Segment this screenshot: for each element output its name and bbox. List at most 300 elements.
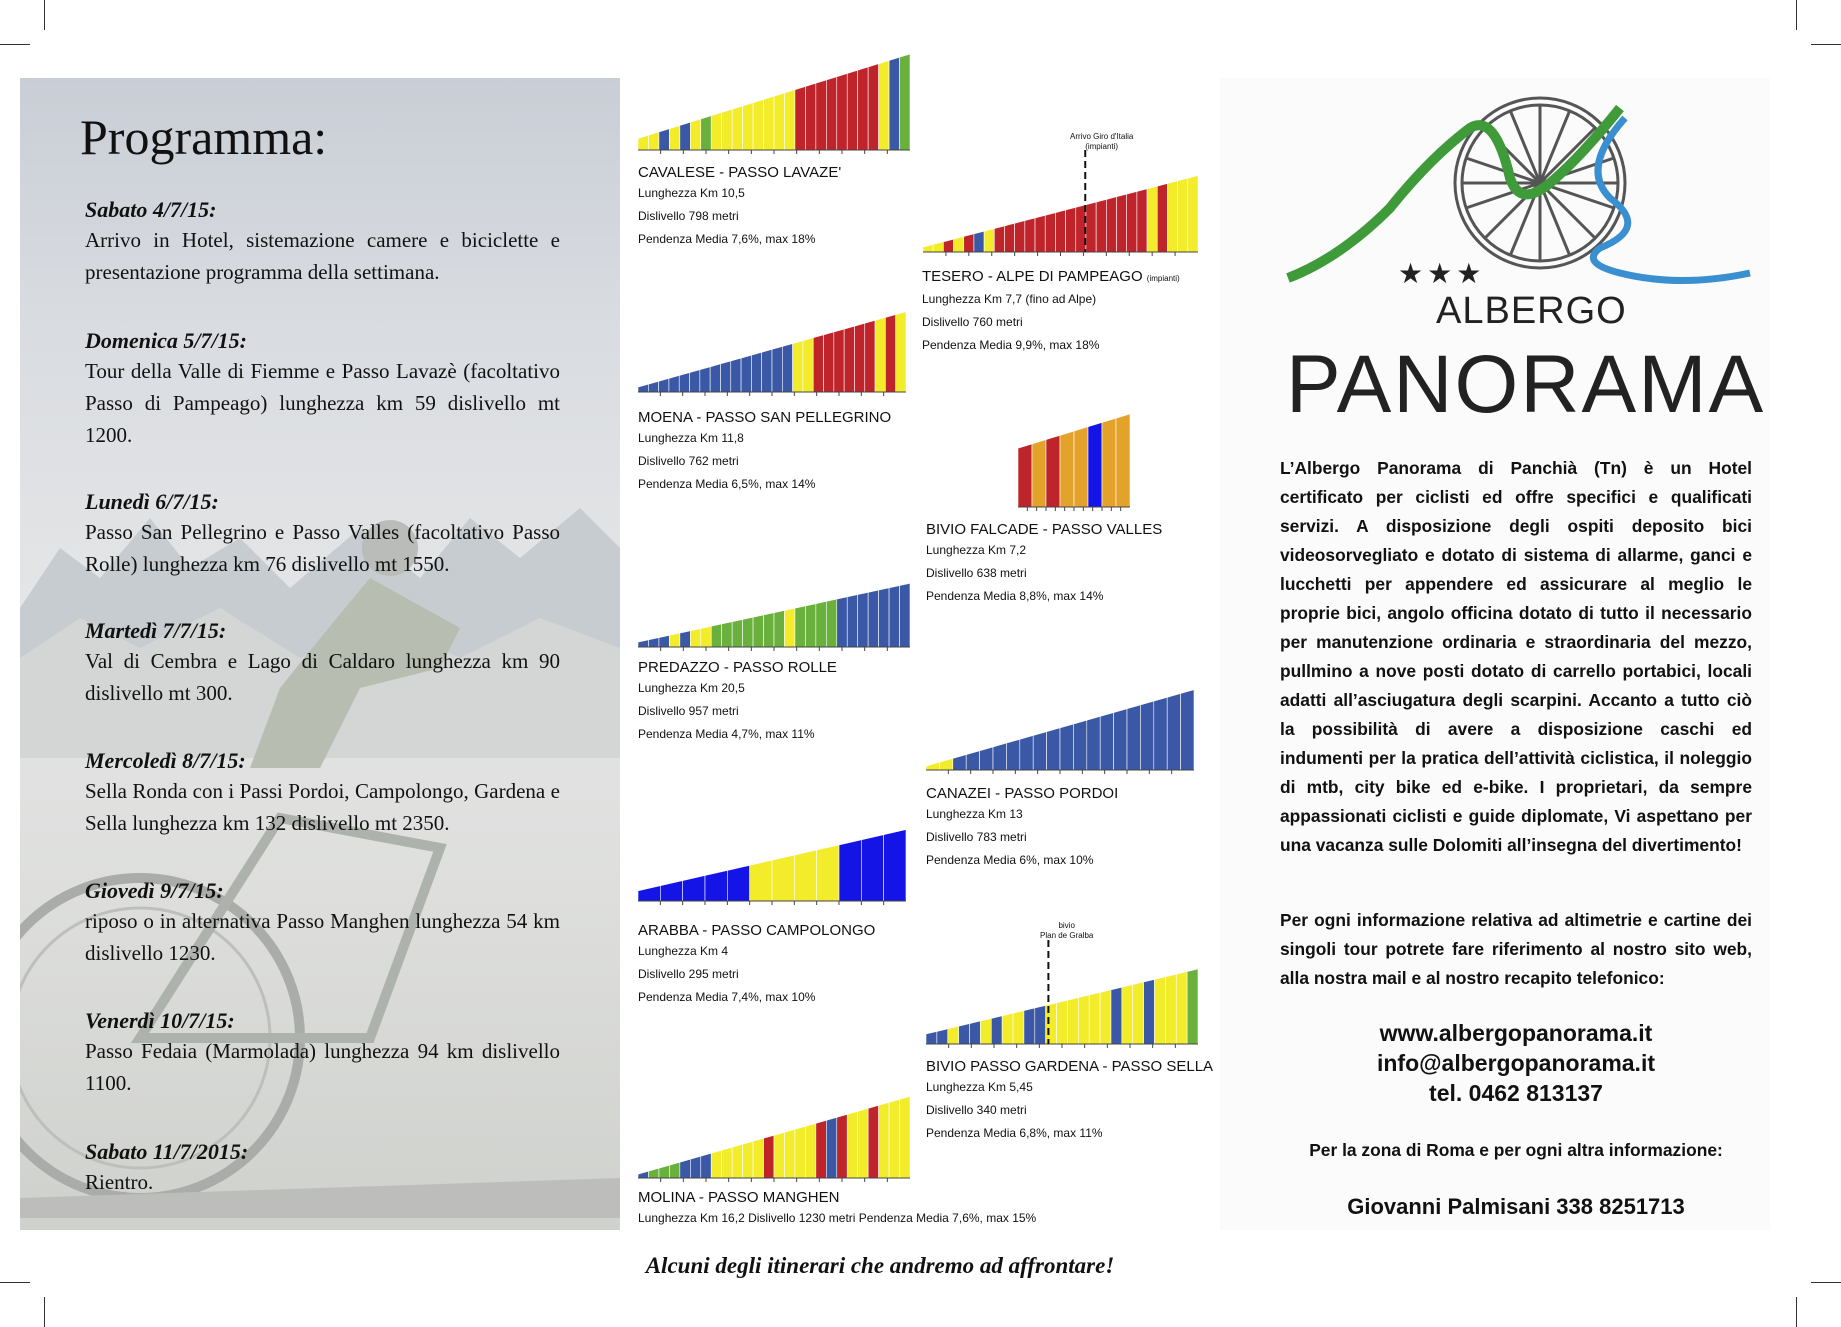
profile-segment <box>711 112 721 150</box>
day-date: Sabato 4/7/15: <box>85 197 217 222</box>
hotel-email[interactable]: info@albergopanorama.it <box>1376 1050 1655 1076</box>
profile-segment <box>959 1024 970 1044</box>
profile-segment <box>638 886 660 901</box>
profile-segment <box>1046 435 1060 507</box>
profile-segment <box>1181 690 1194 770</box>
profile-segment <box>885 315 895 392</box>
profile-segment <box>774 93 784 150</box>
profile-segment <box>659 1165 669 1178</box>
program-day <box>85 877 560 969</box>
profile-name: CANAZEI - PASSO PORDOI <box>926 785 1119 802</box>
profile-segment <box>1167 693 1180 770</box>
profile-slope: Pendenza Media 6,8%, max 11% <box>926 1126 1103 1140</box>
profile-segment <box>1176 972 1187 1044</box>
profile-segment <box>939 758 952 770</box>
profile-segment <box>991 1016 1002 1044</box>
profile-segment <box>1006 739 1019 770</box>
profile-marker <box>1040 921 1093 941</box>
profile-segment <box>980 1018 991 1044</box>
profile-segment <box>1100 713 1113 770</box>
profile-chart <box>638 795 906 907</box>
profile-segment <box>648 381 658 392</box>
profile-segment <box>1178 178 1188 252</box>
crop-mark <box>1811 1282 1841 1283</box>
profile-chart <box>926 940 1198 1050</box>
profile-segment <box>980 747 993 770</box>
profile-segment <box>889 57 899 150</box>
profile-length: Lunghezza Km 20,5 <box>638 681 745 695</box>
profile-segment <box>648 1168 658 1178</box>
profile-segment <box>711 1150 721 1178</box>
day-date: Mercoledì 8/7/15: <box>85 748 246 773</box>
profile-length: Lunghezza Km 11,8 <box>638 431 744 445</box>
profile-segment <box>690 370 700 392</box>
profile-segment <box>974 231 984 252</box>
profile-segment <box>743 617 753 647</box>
profile-name: BIVIO FALCADE - PASSO VALLES <box>926 521 1163 538</box>
footer-note: Alcuni degli itinerari che andremo ad affrontare! <box>645 1253 1115 1278</box>
profile-segment <box>1157 184 1167 252</box>
crop-mark <box>1811 44 1841 45</box>
profile-segment <box>795 86 805 150</box>
profile-segment <box>1033 732 1046 770</box>
profile-segment <box>772 855 794 901</box>
program-day <box>85 196 560 288</box>
profile-segment <box>750 860 772 901</box>
profile-segment <box>1167 181 1177 252</box>
profile-line: Lunghezza Km 16,2 Dislivello 1230 metri Pendenza Media 7,6%, max 15% <box>638 1211 1037 1225</box>
profile-segment <box>837 1114 847 1178</box>
profile-segment <box>669 125 679 150</box>
profile-segment <box>669 375 679 392</box>
profile-name: MOLINA - PASSO MANGHEN <box>638 1189 840 1206</box>
day-text: Sella Ronda con i Passi Pordoi, Campolongo, Gardena e Sella lunghezza km 132 dislivello mt 2350. <box>85 779 560 835</box>
profile-segment <box>1147 186 1157 252</box>
profile-segment <box>701 1153 711 1178</box>
profile-info <box>638 922 875 1009</box>
profile-segment <box>805 604 815 647</box>
profile-segment <box>1055 210 1065 252</box>
profile-segment <box>1086 202 1096 252</box>
rome-contact: Giovanni Palmisani 338 8251713 <box>1347 1194 1685 1219</box>
profile-segment <box>1137 189 1147 252</box>
profile-name: PREDAZZO - PASSO ROLLE <box>638 659 837 676</box>
day-text: Passo San Pellegrino e Passo Valles (facoltativo Passo Rolle) lunghezza km 76 dislivello mt 1550. <box>85 520 560 576</box>
profile-segment <box>1035 215 1045 252</box>
profile-segment <box>868 64 878 150</box>
profile-segment <box>659 378 669 392</box>
profile-segment <box>803 338 813 392</box>
profile-segment <box>923 244 933 252</box>
marker-note: (impianti) <box>1085 142 1119 151</box>
profile-segment <box>690 1156 700 1178</box>
profile-segment <box>884 830 906 901</box>
profile-segment <box>926 762 939 770</box>
profile-segment <box>1013 1011 1024 1044</box>
profile-segment <box>1133 982 1144 1044</box>
profile-info <box>638 659 837 746</box>
program-title: Programma: <box>80 109 328 165</box>
hotel-info: Per ogni informazione relativa ad altimetrie e cartine dei singoli tour potrete fare riferimento al nostro sito web, alla nostra mail e al nostro recapito telefonico: <box>1280 910 1752 988</box>
profile-segment <box>1154 977 1165 1044</box>
profile-info <box>922 268 1180 357</box>
profile-segment <box>1020 736 1033 770</box>
profile-segment <box>816 601 826 647</box>
day-text: Val di Cembra e Lago di Caldaro lunghezza km 90 dislivello mt 300. <box>85 649 560 705</box>
profile-segment <box>680 122 690 150</box>
profile-segment <box>858 592 868 647</box>
day-date: Venerdì 10/7/15: <box>85 1008 235 1033</box>
profile-segment <box>764 96 774 150</box>
profile-segment <box>722 1147 732 1178</box>
profile-segment <box>794 850 816 901</box>
profile-segment <box>701 626 711 647</box>
profile-segment <box>774 1132 784 1178</box>
profile-segment <box>805 83 815 150</box>
hotel-name: PANORAMA <box>1286 339 1766 430</box>
profile-segment <box>879 60 889 150</box>
profile-segment <box>817 845 839 901</box>
profile-segment <box>683 876 705 902</box>
profile-length: Lunghezza Km 5,45 <box>926 1080 1033 1094</box>
profile-segment <box>680 1159 690 1178</box>
profile-climb: Dislivello 760 metri <box>922 315 1023 329</box>
profile-segment <box>690 119 700 150</box>
profile-segment <box>772 346 782 392</box>
profile-marker <box>1070 132 1133 152</box>
profile-name: CAVALESE - PASSO LAVAZE' <box>638 164 842 181</box>
profile-info <box>926 785 1118 872</box>
profile-segment <box>839 840 861 901</box>
profile-segment <box>1154 697 1167 770</box>
profile-segment <box>847 70 857 150</box>
profile-segment <box>762 349 772 392</box>
profile-segment <box>816 80 826 150</box>
profile-segment <box>741 355 751 392</box>
profile-length: Lunghezza Km 7,7 (fino ad Alpe) <box>922 292 1097 306</box>
profile-segment <box>705 870 727 901</box>
profile-segment <box>879 1102 889 1178</box>
profile-segment <box>782 344 792 392</box>
profile-info <box>638 409 891 496</box>
profile-segment <box>1088 422 1102 507</box>
profile-climb: Dislivello 295 metri <box>638 967 739 981</box>
profile-segment <box>1025 218 1035 252</box>
profile-name-row <box>922 268 1180 288</box>
profile-segment <box>680 631 690 647</box>
profile-segment <box>937 1029 948 1044</box>
profile-segment <box>1117 194 1127 252</box>
profile-climb: Dislivello 340 metri <box>926 1103 1027 1117</box>
profile-length: Lunghezza Km 7,2 <box>926 543 1027 557</box>
program-day <box>85 327 560 451</box>
profile-segment <box>784 90 794 150</box>
profile-segment <box>1111 987 1122 1044</box>
profile-segment <box>659 129 669 150</box>
profile-segment <box>732 619 742 647</box>
profile-segment <box>648 638 658 647</box>
profile-segment <box>834 329 844 392</box>
profile-segment <box>943 239 953 252</box>
profile-slope: Pendenza Media 6%, max 10% <box>926 853 1094 867</box>
profile-segment <box>844 326 854 392</box>
profile-segment <box>720 361 730 392</box>
profile-segment <box>1073 720 1086 770</box>
profile-slope: Pendenza Media 6,5%, max 14% <box>638 477 816 491</box>
crop-mark <box>1796 0 1797 30</box>
profile-segment <box>1060 724 1073 770</box>
profile-segment <box>896 312 906 392</box>
profile-slope: Pendenza Media 8,8%, max 14% <box>926 589 1104 603</box>
profile-length: Lunghezza Km 4 <box>638 944 729 958</box>
profile-segment <box>954 237 964 252</box>
profile-segment <box>889 1099 899 1178</box>
profile-segment <box>1045 213 1055 252</box>
profile-segment <box>1096 199 1106 252</box>
hotel-website[interactable]: www.albergopanorama.it <box>1379 1020 1653 1046</box>
profile-slope: Pendenza Media 4,7%, max 11% <box>638 727 815 741</box>
day-date: Lunedì 6/7/15: <box>85 489 219 514</box>
program-day <box>85 488 560 580</box>
hotel-logo-icon <box>1280 88 1760 298</box>
hotel-phone[interactable]: tel. 0462 813137 <box>1429 1080 1603 1106</box>
profile-segment <box>837 73 847 150</box>
profile-segment <box>679 373 689 392</box>
profile-segment <box>858 67 868 150</box>
profile-segment <box>889 586 899 647</box>
profile-segment <box>1127 705 1140 770</box>
day-text: Passo Fedaia (Marmolada) lunghezza 94 km dislivello 1100. <box>85 1039 560 1095</box>
profile-segment <box>732 106 742 150</box>
marker-note: Plan de Gralba <box>1040 931 1094 940</box>
program-day <box>85 617 560 709</box>
profile-info <box>638 164 841 251</box>
profile-segment <box>638 135 648 150</box>
profile-segment <box>900 54 910 150</box>
marker-label: Arrivo Giro d'Italia <box>1070 132 1134 141</box>
profile-info <box>638 1189 1036 1230</box>
profile-segment <box>1122 985 1133 1044</box>
profile-segment <box>638 640 648 647</box>
profile-segment <box>648 132 658 150</box>
day-date: Sabato 11/7/2015: <box>85 1139 249 1164</box>
profile-segment <box>900 1096 910 1178</box>
profile-segment <box>993 743 1006 770</box>
profile-segment <box>1127 191 1137 252</box>
crop-mark <box>44 1297 45 1327</box>
profile-segment <box>805 1123 815 1178</box>
hotel-description: L’Albergo Panorama di Panchià (Tn) è un Hotel certificato per ciclisti ed offre specifici e qualificati servizi. A disposizione degli ospiti deposito bici videosorvegliato e dotato di sistema di allarme, ganci e lucchetti per appendere ed assicurare al meglio le proprie bici, angolo officina dotato di tutto il necessario per manutenzione ordinaria e straordinaria del mezzo, pullmino a nove posti dotato di carrello portabici, locali adatti all’asciugatura degli scarpini. Accanto a tutto ciò la possibilità di avere a disposizione caschi ed indumenti per la pratica dell’attività ciclistica, il noleggio di mtb, city bike ed e-bike. I proprietari, da sempre appassionati ciclisti e guide diplomate, Vi aspettano per una vacanza sulle Dolomiti all’insegna del divertimento! <box>1280 458 1752 855</box>
profile-segment <box>722 622 732 647</box>
profile-segment <box>994 226 1004 252</box>
profile-segment <box>970 1021 981 1044</box>
profile-segment <box>1004 223 1014 252</box>
crop-mark <box>0 1282 30 1283</box>
profile-segment <box>1035 1005 1046 1044</box>
profile-segment <box>1140 701 1153 770</box>
profile-segment <box>1106 197 1116 252</box>
profile-segment <box>690 629 700 647</box>
crop-mark <box>44 0 45 30</box>
profile-segment <box>953 755 966 770</box>
profile-chart <box>638 290 906 398</box>
profile-name: MOENA - PASSO SAN PELLEGRINO <box>638 409 892 426</box>
profile-segment <box>868 1105 878 1178</box>
profile-name-note: (impianti) <box>1146 274 1180 283</box>
profile-segment <box>1188 176 1198 252</box>
profile-segment <box>816 1120 826 1178</box>
profile-chart <box>926 668 1194 776</box>
profile-segment <box>824 332 834 392</box>
profile-climb: Dislivello 957 metri <box>638 704 739 718</box>
profile-segment <box>1078 995 1089 1044</box>
profile-segment <box>813 335 823 392</box>
profile-segment <box>1047 728 1060 770</box>
day-text: riposo o in alternativa Passo Manghen lunghezza 54 km dislivello 1230. <box>85 909 560 965</box>
profile-climb: Dislivello 638 metri <box>926 566 1027 580</box>
profile-segment <box>826 77 836 150</box>
profile-length: Lunghezza Km 13 <box>926 807 1023 821</box>
profile-segment <box>701 116 711 150</box>
profile-segment <box>875 317 885 392</box>
day-text: Rientro. <box>85 1170 154 1194</box>
profile-segment <box>847 595 857 647</box>
profile-segment <box>795 1126 805 1178</box>
profile-climb: Dislivello 798 metri <box>638 209 739 223</box>
profile-segment <box>1067 998 1078 1044</box>
profile-segment <box>861 835 883 901</box>
profile-chart <box>638 1078 910 1184</box>
profile-segment <box>1087 716 1100 770</box>
profile-chart <box>638 545 910 653</box>
profile-segment <box>1074 427 1088 507</box>
profile-segment <box>1165 974 1176 1044</box>
profile-segment <box>1100 990 1111 1044</box>
profile-segment <box>948 1026 959 1044</box>
profile-segment <box>731 358 741 392</box>
profile-segment <box>1024 1008 1035 1044</box>
profile-segment <box>751 352 761 392</box>
profile-segment <box>1144 979 1155 1044</box>
profile-climb: Dislivello 762 metri <box>638 454 739 468</box>
profile-name: TESERO - ALPE DI PAMPEAGO <box>922 268 1143 285</box>
profile-segment <box>1032 440 1046 507</box>
profile-segment <box>774 610 784 647</box>
profile-name: BIVIO PASSO GARDENA - PASSO SELLA <box>926 1058 1214 1075</box>
hotel-albergo: ALBERGO <box>1436 290 1627 332</box>
profile-segment <box>1114 709 1127 770</box>
profile-segment <box>826 599 836 647</box>
profile-segment <box>795 606 805 647</box>
profile-segment <box>1116 414 1130 507</box>
day-date: Domenica 5/7/15: <box>85 328 247 353</box>
profile-segment <box>753 615 763 647</box>
hotel-stars: ★★★ <box>1398 258 1486 289</box>
profile-segment <box>826 1117 836 1178</box>
profile-slope: Pendenza Media 7,4%, max 10% <box>638 990 816 1004</box>
profile-info <box>926 521 1162 608</box>
profile-segment <box>743 1141 753 1178</box>
profile-segment <box>1089 992 1100 1044</box>
profile-segment <box>837 597 847 647</box>
profile-segment <box>964 234 974 252</box>
profile-segment <box>1046 1003 1057 1044</box>
profile-segment <box>1015 221 1025 252</box>
profile-segment <box>727 865 749 901</box>
profile-info <box>926 1058 1213 1145</box>
program-day <box>85 1007 560 1099</box>
profile-segment <box>793 341 803 392</box>
profile-segment <box>1060 431 1074 507</box>
profile-segment <box>722 109 732 150</box>
profile-segment <box>868 590 878 647</box>
profile-segment <box>858 1108 868 1178</box>
marker-label: bivio <box>1058 921 1075 930</box>
profile-length: Lunghezza Km 10,5 <box>638 186 745 200</box>
profile-segment <box>669 633 679 647</box>
profile-segment <box>638 1171 648 1178</box>
program-day <box>85 747 560 839</box>
profile-segment <box>764 613 774 647</box>
crop-mark <box>0 44 30 45</box>
profile-segment <box>732 1144 742 1178</box>
profile-segment <box>1187 969 1198 1044</box>
profile-segment <box>984 229 994 252</box>
profile-chart <box>923 150 1198 258</box>
profile-segment <box>926 1031 937 1044</box>
profile-segment <box>847 1111 857 1178</box>
profile-segment <box>966 751 979 770</box>
profile-segment <box>1057 1000 1068 1044</box>
profile-segment <box>1018 444 1032 507</box>
profile-slope: Pendenza Media 9,9%, max 18% <box>922 338 1100 352</box>
profile-segment <box>784 1129 794 1178</box>
profile-segment <box>1102 418 1116 507</box>
profile-segment <box>669 1162 679 1178</box>
profile-segment <box>1066 207 1076 252</box>
profile-segment <box>659 635 669 647</box>
day-date: Martedì 7/7/15: <box>85 618 227 643</box>
profile-segment <box>1002 1013 1013 1044</box>
profile-climb: Dislivello 783 metri <box>926 830 1027 844</box>
rome-note: Per la zona di Roma e per ogni altra informazione: <box>1309 1140 1723 1160</box>
program-day <box>85 1138 560 1198</box>
profile-segment <box>700 367 710 392</box>
crop-mark <box>1796 1297 1797 1327</box>
profile-segment <box>865 320 875 392</box>
profile-segment <box>710 364 720 392</box>
day-text: Tour della Valle di Fiemme e Passo Lavazè (facoltativo Passo di Pampeago) lunghezza km 59 dislivello mt 1200. <box>85 359 560 447</box>
profile-segment <box>753 99 763 150</box>
day-text: Arrivo in Hotel, sistemazione camere e biciclette e presentazione programma della settimana. <box>85 228 560 284</box>
profile-chart <box>1018 405 1130 513</box>
profile-segment <box>638 384 648 392</box>
profile-segment <box>711 624 721 647</box>
profile-segment <box>743 103 753 150</box>
profile-segment <box>900 583 910 647</box>
profile-slope: Pendenza Media 7,6%, max 18% <box>638 232 816 246</box>
profile-segment <box>854 323 864 392</box>
profile-name: ARABBA - PASSO CAMPOLONGO <box>638 922 876 939</box>
profile-segment <box>784 608 794 647</box>
profile-segment <box>879 588 889 647</box>
profile-chart <box>638 50 910 156</box>
profile-segment <box>933 242 943 252</box>
day-date: Giovedì 9/7/15: <box>85 878 224 903</box>
profile-segment <box>764 1135 774 1178</box>
profile-segment <box>660 881 682 901</box>
profile-segment <box>753 1138 763 1178</box>
